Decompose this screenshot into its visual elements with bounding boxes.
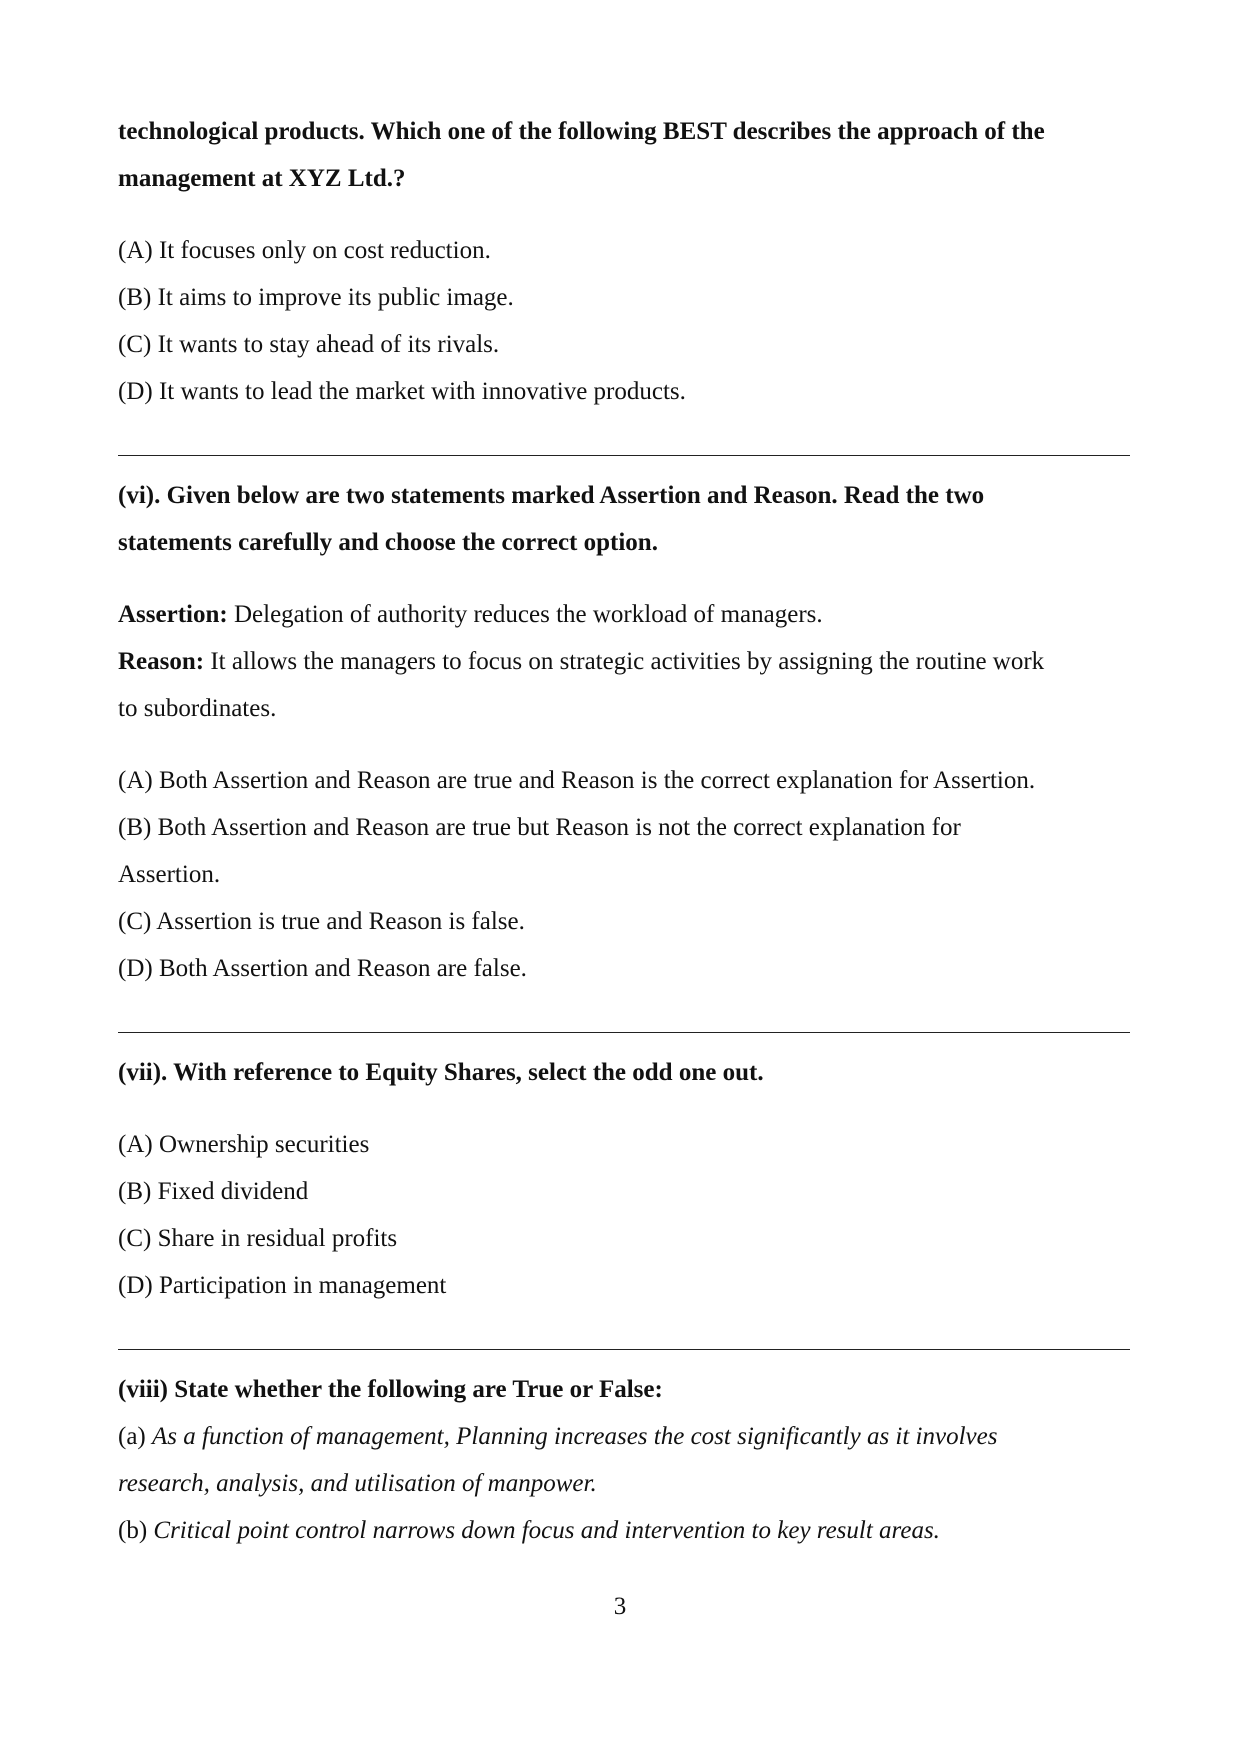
- question-viii: [118, 1366, 1130, 1554]
- question-vi-option-a: (A) Both Assertion and Reason are true and Reason is the correct explanation for Assertion.: [118, 767, 1036, 794]
- question-v-option-c: (C) It wants to stay ahead of its rivals.: [118, 331, 500, 358]
- question-vi-option-d: (D) Both Assertion and Reason are false.: [118, 955, 527, 982]
- reason-text-line-1: It allows the managers to focus on strategic activities by assigning the routine work: [204, 648, 1045, 675]
- exam-page-content: [118, 108, 1130, 1554]
- question-vii-option-b: (B) Fixed dividend: [118, 1178, 309, 1205]
- reason-label: Reason:: [118, 648, 205, 675]
- question-vi-stem-line-2: statements carefully and choose the correct option.: [118, 529, 658, 556]
- statement-a-text-1: As a function of management, Planning increases the cost significantly as it involves: [152, 1423, 998, 1450]
- question-vii-option-a: (A) Ownership securities: [118, 1131, 370, 1158]
- statement-a-label: (a): [118, 1423, 152, 1450]
- question-vii: [118, 1049, 1130, 1309]
- question-vi-stem-line-1: (vi). Given below are two statements marked Assertion and Reason. Read the two: [118, 482, 985, 509]
- question-v-option-b: (B) It aims to improve its public image.: [118, 284, 514, 311]
- statement-a-line-1: [118, 1413, 1130, 1460]
- question-v: [118, 108, 1130, 415]
- question-vii-option-d: (D) Participation in management: [118, 1272, 447, 1299]
- question-vii-option-c: (C) Share in residual profits: [118, 1225, 398, 1252]
- question-v-stem-line-2: management at XYZ Ltd.?: [118, 165, 406, 192]
- statement-b: [118, 1507, 1130, 1554]
- question-vi-option-b-line-1: (B) Both Assertion and Reason are true but Reason is not the correct explanation for: [118, 814, 961, 841]
- question-vi-option-c: (C) Assertion is true and Reason is false.: [118, 908, 525, 935]
- question-vi-option-b-line-2: Assertion.: [118, 861, 221, 888]
- assertion-statement: [118, 591, 1130, 638]
- question-vi: [118, 472, 1130, 992]
- question-v-stem-line-1: technological products. Which one of the following BEST describes the approach of the: [118, 118, 1045, 145]
- reason-statement: [118, 638, 1130, 685]
- statement-b-text: Critical point control narrows down focus and intervention to key result areas.: [153, 1517, 940, 1544]
- assertion-label: Assertion:: [118, 601, 228, 628]
- reason-text-line-2: to subordinates.: [118, 695, 277, 722]
- assertion-text: Delegation of authority reduces the workload of managers.: [227, 601, 823, 628]
- question-vii-stem: (vii). With reference to Equity Shares, select the odd one out.: [118, 1059, 764, 1086]
- page-number: 3: [613, 1593, 627, 1620]
- statement-b-label: (b): [118, 1517, 154, 1544]
- question-v-option-a: (A) It focuses only on cost reduction.: [118, 237, 491, 264]
- statement-a-line-2: research, analysis, and utilisation of manpower.: [118, 1470, 597, 1497]
- question-viii-stem: (viii) State whether the following are True or False:: [118, 1376, 663, 1403]
- question-v-option-d: (D) It wants to lead the market with innovative products.: [118, 378, 686, 405]
